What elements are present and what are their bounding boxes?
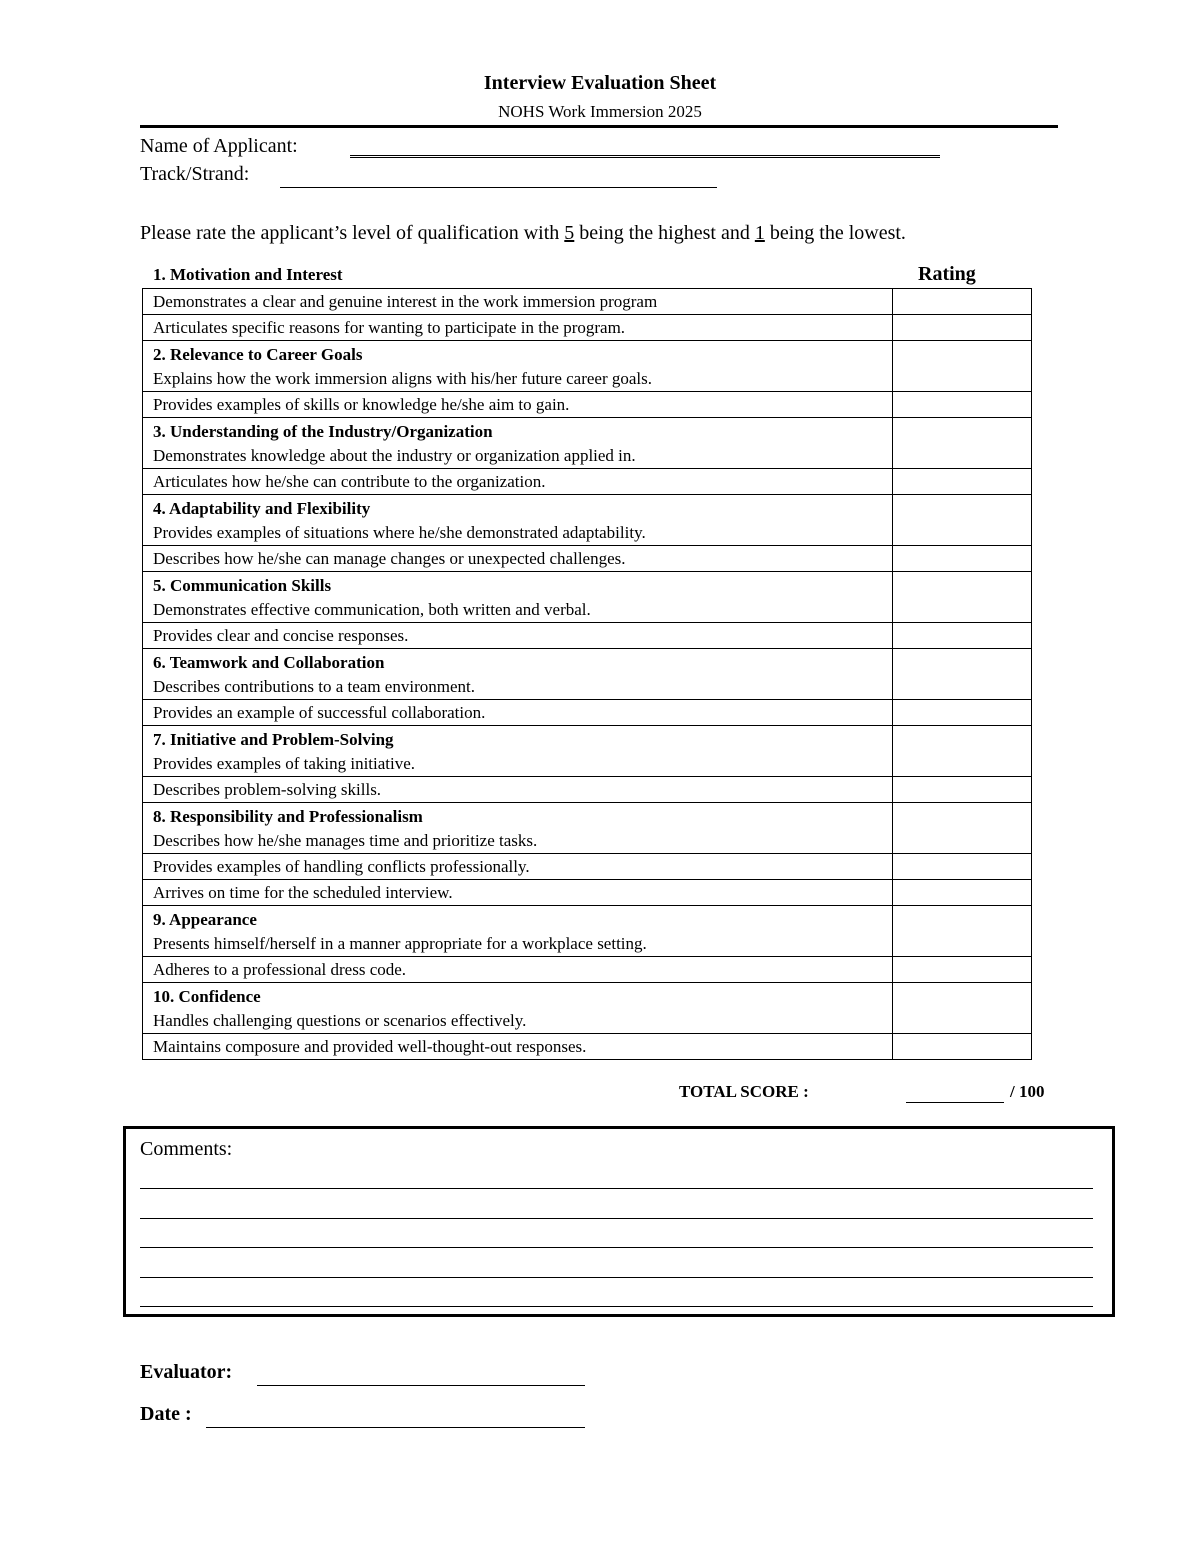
criterion-text: Articulates specific reasons for wanting to participate in the program. bbox=[143, 315, 893, 341]
rating-instructions: Please rate the applicant’s level of qualification with 5 being the highest and 1 being the lowest. bbox=[140, 222, 906, 244]
rating-cell[interactable] bbox=[892, 906, 1031, 957]
comments-label: Comments: bbox=[140, 1138, 233, 1160]
total-score-max: / 100 bbox=[1010, 1082, 1045, 1101]
criteria-row bbox=[143, 803, 1032, 854]
criterion-text: Explains how the work immersion aligns with his/her future career goals. bbox=[153, 369, 653, 388]
comment-line[interactable] bbox=[140, 1277, 1093, 1278]
criterion-text: Describes problem-solving skills. bbox=[143, 777, 893, 803]
rating-cell[interactable] bbox=[892, 392, 1031, 418]
section-heading: 3. Understanding of the Industry/Organization bbox=[153, 422, 493, 441]
criteria-row bbox=[143, 418, 1032, 469]
criteria-row bbox=[143, 289, 1032, 315]
criteria-row bbox=[143, 315, 1032, 341]
date-field[interactable] bbox=[206, 1427, 585, 1428]
criterion-text: Adheres to a professional dress code. bbox=[143, 957, 893, 983]
rating-cell[interactable] bbox=[892, 546, 1031, 572]
rating-cell[interactable] bbox=[892, 803, 1031, 854]
section-heading: 4. Adaptability and Flexibility bbox=[153, 499, 371, 518]
evaluator-field[interactable] bbox=[257, 1385, 585, 1386]
criterion-text: Provides examples of skills or knowledge he/she aim to gain. bbox=[143, 392, 893, 418]
criteria-row bbox=[143, 623, 1032, 649]
comment-line[interactable] bbox=[140, 1247, 1093, 1248]
applicant-name-label: Name of Applicant: bbox=[140, 135, 298, 157]
section-heading: 9. Appearance bbox=[153, 910, 257, 929]
criterion-text: Presents himself/herself in a manner appropriate for a workplace setting. bbox=[153, 934, 647, 953]
rating-cell[interactable] bbox=[892, 495, 1031, 546]
page-subtitle: NOHS Work Immersion 2025 bbox=[498, 102, 702, 121]
first-section-heading: 1. Motivation and Interest bbox=[153, 265, 343, 284]
rating-cell[interactable] bbox=[892, 1034, 1031, 1060]
comment-line[interactable] bbox=[140, 1306, 1093, 1307]
criteria-row bbox=[143, 726, 1032, 777]
criterion-text: Provides examples of handling conflicts professionally. bbox=[143, 854, 893, 880]
rating-cell[interactable] bbox=[892, 341, 1031, 392]
section-heading: 8. Responsibility and Professionalism bbox=[153, 807, 423, 826]
criteria-row bbox=[143, 392, 1032, 418]
section-heading: 7. Initiative and Problem-Solving bbox=[153, 730, 394, 749]
comment-line[interactable] bbox=[140, 1218, 1093, 1219]
section-heading: 5. Communication Skills bbox=[153, 576, 332, 595]
rating-column-header: Rating bbox=[918, 263, 976, 285]
criteria-row bbox=[143, 700, 1032, 726]
rating-cell[interactable] bbox=[892, 983, 1031, 1034]
section-heading: 2. Relevance to Career Goals bbox=[153, 345, 363, 364]
track-strand-label: Track/Strand: bbox=[140, 163, 250, 185]
criteria-row bbox=[143, 572, 1032, 623]
criterion-text: Demonstrates knowledge about the industry or organization applied in. bbox=[153, 446, 636, 465]
criteria-row bbox=[143, 906, 1032, 957]
total-score-field[interactable] bbox=[906, 1102, 1004, 1103]
rating-cell[interactable] bbox=[892, 880, 1031, 906]
criterion-text: Arrives on time for the scheduled interview. bbox=[143, 880, 893, 906]
rating-cell[interactable] bbox=[892, 649, 1031, 700]
criteria-row bbox=[143, 854, 1032, 880]
rating-cell[interactable] bbox=[892, 418, 1031, 469]
section-heading: 6. Teamwork and Collaboration bbox=[153, 653, 385, 672]
criterion-text: Provides examples of situations where he/she demonstrated adaptability. bbox=[153, 523, 646, 542]
rating-cell[interactable] bbox=[892, 315, 1031, 341]
criterion-text: Provides clear and concise responses. bbox=[143, 623, 893, 649]
total-score-label: TOTAL SCORE : bbox=[679, 1082, 809, 1101]
rating-cell[interactable] bbox=[892, 289, 1031, 315]
criteria-row bbox=[143, 983, 1032, 1034]
criteria-row bbox=[143, 469, 1032, 495]
criterion-text: Handles challenging questions or scenarios effectively. bbox=[153, 1011, 527, 1030]
comments-box bbox=[123, 1126, 1115, 1317]
criteria-table bbox=[142, 288, 1032, 1060]
criterion-text: Provides examples of taking initiative. bbox=[153, 754, 416, 773]
criteria-row bbox=[143, 546, 1032, 572]
criteria-row bbox=[143, 957, 1032, 983]
rating-cell[interactable] bbox=[892, 700, 1031, 726]
rating-cell[interactable] bbox=[892, 854, 1031, 880]
applicant-name-field[interactable] bbox=[350, 152, 940, 158]
criteria-row bbox=[143, 649, 1032, 700]
criterion-text: Describes how he/she manages time and prioritize tasks. bbox=[153, 831, 538, 850]
rating-cell[interactable] bbox=[892, 777, 1031, 803]
criterion-text: Describes how he/she can manage changes or unexpected challenges. bbox=[143, 546, 893, 572]
rating-cell[interactable] bbox=[892, 572, 1031, 623]
criteria-row bbox=[143, 495, 1032, 546]
rating-cell[interactable] bbox=[892, 469, 1031, 495]
criterion-text: Maintains composure and provided well-thought-out responses. bbox=[143, 1034, 893, 1060]
criteria-row bbox=[143, 341, 1032, 392]
criterion-text: Describes contributions to a team environment. bbox=[153, 677, 475, 696]
page-title: Interview Evaluation Sheet bbox=[483, 72, 717, 94]
criterion-text: Demonstrates effective communication, both written and verbal. bbox=[153, 600, 591, 619]
evaluator-label: Evaluator: bbox=[140, 1361, 233, 1383]
criterion-text: Provides an example of successful collaboration. bbox=[143, 700, 893, 726]
date-label: Date : bbox=[140, 1403, 192, 1425]
header-divider bbox=[140, 125, 1058, 128]
criterion-text: Demonstrates a clear and genuine interest in the work immersion program bbox=[143, 289, 893, 315]
criterion-text: Articulates how he/she can contribute to the organization. bbox=[143, 469, 893, 495]
criteria-row bbox=[143, 1034, 1032, 1060]
rating-cell[interactable] bbox=[892, 957, 1031, 983]
criteria-row bbox=[143, 777, 1032, 803]
rating-cell[interactable] bbox=[892, 726, 1031, 777]
criteria-row bbox=[143, 880, 1032, 906]
track-strand-field[interactable] bbox=[280, 187, 717, 188]
section-heading: 10. Confidence bbox=[153, 987, 261, 1006]
comment-line[interactable] bbox=[140, 1188, 1093, 1189]
rating-cell[interactable] bbox=[892, 623, 1031, 649]
